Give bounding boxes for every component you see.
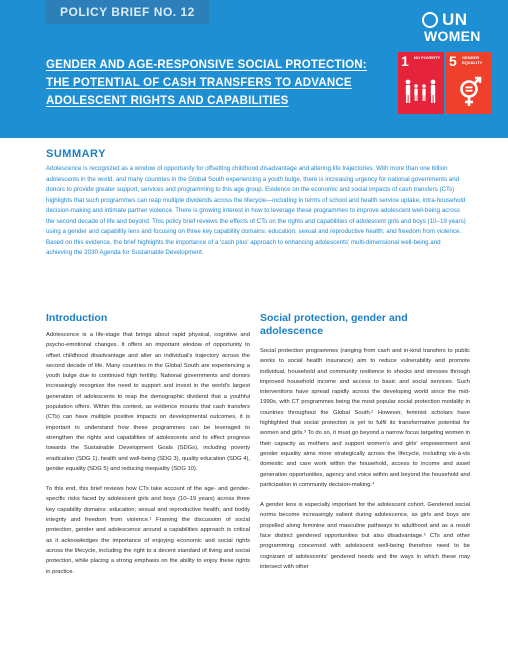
- sdg-number: 5: [449, 53, 457, 69]
- un-women-logo: [422, 10, 502, 44]
- policy-brief-tag: [46, 0, 209, 24]
- logo-un-text: UN: [442, 10, 468, 29]
- summary-text: Adolescence is recognized as a window of opportunity for offsetting childhood disadvantage and altering life trajectories. With more than one billion adolescents in the world, and many countries in the Global South experiencing a youth bulge, there is increasing urgency for national governments and donors to provide greater support, services and programming to this age group. Evidence on the economic and social impacts of cash transfers (CTs) highlights that such programmes can reap multiple dividends across the lifecycle—including in terms of school and health service uptake, intra-household decision-making and intimate partner violence. There is growing interest in how to leverage these programmes to improve adolescent well-being across the second decade of life and beyond. This policy brief reviews the effects of CTs on the rights and capabilities of adolescent girls and boys (10–19 years) using a gender and capability lens and focusing on three key capability domains: education; sexual and reproductive health; and freedom from violence. Based on this evidence, the brief highlights the importance of a 'cash plus' approach to enhancing adolescents' multi-dimensional well-being and achieving the 2030 Agenda for Sustainable Development.: [46, 165, 466, 256]
- un-globe-icon: [422, 12, 438, 28]
- paragraph: Social protection programmes (ranging from cash and in-kind transfers to public works to social health insurance) aim to reduce vulnerability and promote individual, household and community resilience to shocks and stresses through improved household income and access to basic and social services. Such interventions have spread rapidly across the developing world since the mid-1990s, with CT programmes being the most popular social protection modality in countries throughout the Global South.² However, feminist scholars have highlighted that social protection is yet to fulfil its transformative potential for women and girls.³ To do so, it must go beyond a narrow focus targeting women in their capacity as mothers and support women's and girls' empowerment and gender equality aims more strategically across the lifecycle, including vis-à-vis domestic and care work within the household, access to income and asset generation opportunities, agency and voice within and beyond the household and participation in community decision-making.⁴: [260, 348, 470, 488]
- introduction-column: [46, 330, 250, 587]
- paragraph: Adolescence is a life-stage that brings about rapid physical, cognitive and psycho-emotional changes. It offers an important window of opportunity to offset childhood disadvantage and alter an individual's trajectory across the second decade of life. Many countries in the Global South are experiencing a youth bulge due to continued high fertility. National governments and donors increasingly recognize the need to support and invest in the world's largest generation of adolescents to reap the demographic dividend that a youthful population offers. Within this context, as evidence mounts that cash transfers (CTs) can have multiple positive impacts on developmental outcomes, it is important to understand how these programmes can be leveraged to strengthen the rights and capabilities of adolescents and to effect progress towards the Sustainable Development Goals (SDGs), including poverty eradication (SDG 1), health and well-being (SDG 3), quality education (SDG 4), gender equality (SDG 5) and reducing inequality (SDG 10).: [46, 332, 250, 472]
- gender-equality-icon: [451, 76, 487, 108]
- brief-number: NO. 12: [153, 5, 195, 19]
- page-title: GENDER AND AGE-RESPONSIVE SOCIAL PROTECTION: THE POTENTIAL OF CASH TRANSFERS TO ADVANCE ADOLESCENT RIGHTS AND CAPABILITIES: [46, 59, 367, 107]
- header-banner: [0, 0, 508, 138]
- social-protection-heading: Social protection, gender and adolescence: [260, 312, 408, 337]
- paragraph: To this end, this brief reviews how CTs take account of the age- and gender-specific risks faced by adolescent girls and boys (10–19 years) across three key capability domains: education; sexual and reproductive health; and bodily integrity and freedom from violence.¹ Framing the discussion of social protection, gender and adolescence around a capabilities approach is critical as it acknowledges the importance of enjoying economic and social rights across the lifecycle, including the right to a decent standard of living and social protection, while placing a strong emphasis on the ability to enjoy these rights in practice.: [46, 486, 250, 575]
- social-protection-column: [260, 346, 470, 582]
- family-icon: [403, 76, 439, 108]
- sdg-tile-gender-equality: [446, 52, 492, 114]
- summary-heading: SUMMARY: [46, 148, 106, 160]
- paragraph: A gender lens is especially important for the adolescent cohort. Gendered social norms become increasingly salient during adolescence, as girls and boys are propelled along feminine and masculine pathways to adulthood and as a result face distinct gendered opportunities but also disadvantage.⁵ CTs and other programming concerned with adolescent well-being therefore need to be cognizant of adolescents' gendered needs and the ways in which these may intersect with other: [260, 502, 470, 570]
- sdg-number: 1: [401, 53, 409, 69]
- sdg-label: NO POVERTY: [414, 55, 441, 60]
- sdg-tile-no-poverty: [398, 52, 444, 114]
- logo-women-text: WOMEN: [424, 28, 481, 44]
- sdg-label: GENDER EQUALITY: [462, 55, 483, 65]
- introduction-heading: Introduction: [46, 312, 108, 324]
- brief-label: POLICY BRIEF: [60, 5, 150, 19]
